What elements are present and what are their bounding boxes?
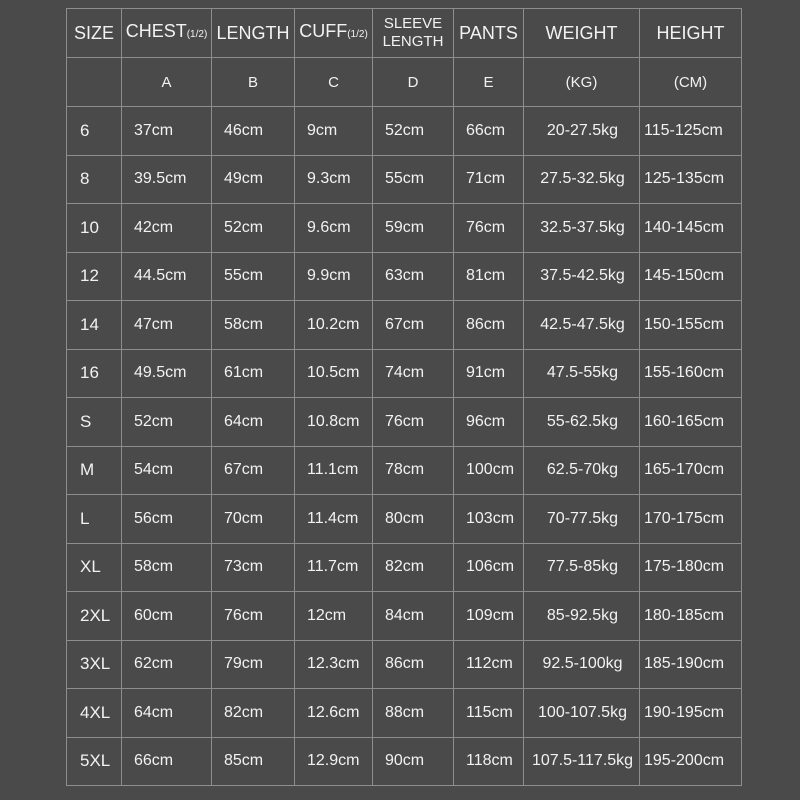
cell-chest: 49.5cm <box>122 349 212 398</box>
header-length: LENGTH <box>212 9 295 58</box>
cell-chest: 42cm <box>122 204 212 253</box>
cell-cuff: 11.4cm <box>295 495 373 544</box>
cell-weight: 55-62.5kg <box>524 398 640 447</box>
size-chart <box>66 8 741 792</box>
cell-size: 8 <box>67 155 122 204</box>
cell-size: 3XL <box>67 640 122 689</box>
cell-weight: 27.5-32.5kg <box>524 155 640 204</box>
cell-cuff: 9.3cm <box>295 155 373 204</box>
header-cuff-sub: (1/2) <box>347 29 368 40</box>
cell-cuff: 12.3cm <box>295 640 373 689</box>
table-row <box>67 252 742 301</box>
cell-sleeve-length: 84cm <box>373 592 454 641</box>
table-row <box>67 349 742 398</box>
letter-sleeve: D <box>373 58 454 107</box>
table-row <box>67 446 742 495</box>
cell-height: 165-170cm <box>640 446 742 495</box>
cell-height: 145-150cm <box>640 252 742 301</box>
cell-cuff: 12.6cm <box>295 689 373 738</box>
letter-row <box>67 58 742 107</box>
cell-chest: 47cm <box>122 301 212 350</box>
cell-length: 49cm <box>212 155 295 204</box>
table-row <box>67 543 742 592</box>
cell-chest: 56cm <box>122 495 212 544</box>
cell-cuff: 10.5cm <box>295 349 373 398</box>
cell-pants: 66cm <box>454 107 524 156</box>
cell-pants: 91cm <box>454 349 524 398</box>
cell-chest: 60cm <box>122 592 212 641</box>
table-row <box>67 640 742 689</box>
cell-length: 52cm <box>212 204 295 253</box>
cell-cuff: 9cm <box>295 107 373 156</box>
cell-pants: 109cm <box>454 592 524 641</box>
cell-sleeve-length: 55cm <box>373 155 454 204</box>
cell-height: 155-160cm <box>640 349 742 398</box>
cell-size: M <box>67 446 122 495</box>
cell-size: S <box>67 398 122 447</box>
table-row <box>67 495 742 544</box>
cell-weight: 100-107.5kg <box>524 689 640 738</box>
cell-cuff: 10.2cm <box>295 301 373 350</box>
cell-height: 150-155cm <box>640 301 742 350</box>
cell-weight: 70-77.5kg <box>524 495 640 544</box>
letter-cuff: C <box>295 58 373 107</box>
table-row <box>67 689 742 738</box>
cell-pants: 86cm <box>454 301 524 350</box>
cell-pants: 81cm <box>454 252 524 301</box>
cell-height: 160-165cm <box>640 398 742 447</box>
cell-cuff: 11.7cm <box>295 543 373 592</box>
cell-height: 175-180cm <box>640 543 742 592</box>
letter-chest: A <box>122 58 212 107</box>
cell-weight: 32.5-37.5kg <box>524 204 640 253</box>
cell-pants: 96cm <box>454 398 524 447</box>
cell-pants: 112cm <box>454 640 524 689</box>
cell-pants: 71cm <box>454 155 524 204</box>
cell-sleeve-length: 59cm <box>373 204 454 253</box>
cell-length: 73cm <box>212 543 295 592</box>
cell-pants: 118cm <box>454 737 524 786</box>
table-row <box>67 107 742 156</box>
size-rows <box>67 107 742 786</box>
cell-length: 67cm <box>212 446 295 495</box>
cell-size: 2XL <box>67 592 122 641</box>
header-weight: WEIGHT <box>524 9 640 58</box>
cell-size: 10 <box>67 204 122 253</box>
cell-pants: 103cm <box>454 495 524 544</box>
cell-length: 79cm <box>212 640 295 689</box>
cell-size: 5XL <box>67 737 122 786</box>
letter-length: B <box>212 58 295 107</box>
cell-height: 180-185cm <box>640 592 742 641</box>
cell-chest: 54cm <box>122 446 212 495</box>
cell-height: 195-200cm <box>640 737 742 786</box>
cell-length: 55cm <box>212 252 295 301</box>
cell-cuff: 12.9cm <box>295 737 373 786</box>
cell-height: 170-175cm <box>640 495 742 544</box>
table-row <box>67 737 742 786</box>
header-chest: CHEST(1/2) <box>122 9 212 58</box>
cell-weight: 107.5-117.5kg <box>524 737 640 786</box>
cell-weight: 47.5-55kg <box>524 349 640 398</box>
cell-length: 58cm <box>212 301 295 350</box>
cell-chest: 62cm <box>122 640 212 689</box>
cell-length: 85cm <box>212 737 295 786</box>
cell-sleeve-length: 88cm <box>373 689 454 738</box>
cell-cuff: 11.1cm <box>295 446 373 495</box>
unit-height: (CM) <box>640 58 742 107</box>
cell-length: 76cm <box>212 592 295 641</box>
cell-length: 61cm <box>212 349 295 398</box>
cell-sleeve-length: 52cm <box>373 107 454 156</box>
letter-size <box>67 58 122 107</box>
cell-chest: 39.5cm <box>122 155 212 204</box>
header-chest-sub: (1/2) <box>186 29 208 40</box>
header-height: HEIGHT <box>640 9 742 58</box>
table-row <box>67 398 742 447</box>
cell-size: 6 <box>67 107 122 156</box>
table-row <box>67 592 742 641</box>
cell-pants: 115cm <box>454 689 524 738</box>
cell-chest: 58cm <box>122 543 212 592</box>
header-pants: PANTS <box>454 9 524 58</box>
cell-height: 125-135cm <box>640 155 742 204</box>
cell-sleeve-length: 63cm <box>373 252 454 301</box>
table-row <box>67 204 742 253</box>
size-table <box>66 8 742 786</box>
cell-size: 16 <box>67 349 122 398</box>
cell-sleeve-length: 76cm <box>373 398 454 447</box>
cell-length: 64cm <box>212 398 295 447</box>
cell-length: 82cm <box>212 689 295 738</box>
header-cuff: CUFF(1/2) <box>295 9 373 58</box>
cell-sleeve-length: 82cm <box>373 543 454 592</box>
cell-pants: 76cm <box>454 204 524 253</box>
cell-sleeve-length: 86cm <box>373 640 454 689</box>
header-row <box>67 9 742 58</box>
cell-pants: 106cm <box>454 543 524 592</box>
cell-chest: 44.5cm <box>122 252 212 301</box>
cell-weight: 85-92.5kg <box>524 592 640 641</box>
header-sleeve-length: SLEEVE LENGTH <box>373 9 454 58</box>
cell-sleeve-length: 80cm <box>373 495 454 544</box>
cell-weight: 92.5-100kg <box>524 640 640 689</box>
cell-pants: 100cm <box>454 446 524 495</box>
cell-weight: 62.5-70kg <box>524 446 640 495</box>
cell-length: 46cm <box>212 107 295 156</box>
letter-pants: E <box>454 58 524 107</box>
cell-height: 185-190cm <box>640 640 742 689</box>
cell-weight: 20-27.5kg <box>524 107 640 156</box>
cell-sleeve-length: 74cm <box>373 349 454 398</box>
cell-size: 4XL <box>67 689 122 738</box>
cell-size: L <box>67 495 122 544</box>
cell-sleeve-length: 67cm <box>373 301 454 350</box>
cell-sleeve-length: 90cm <box>373 737 454 786</box>
cell-chest: 64cm <box>122 689 212 738</box>
header-size: SIZE <box>67 9 122 58</box>
cell-height: 140-145cm <box>640 204 742 253</box>
cell-length: 70cm <box>212 495 295 544</box>
cell-weight: 37.5-42.5kg <box>524 252 640 301</box>
cell-height: 190-195cm <box>640 689 742 738</box>
cell-cuff: 10.8cm <box>295 398 373 447</box>
table-row <box>67 155 742 204</box>
cell-chest: 66cm <box>122 737 212 786</box>
cell-chest: 37cm <box>122 107 212 156</box>
cell-cuff: 9.6cm <box>295 204 373 253</box>
cell-size: 12 <box>67 252 122 301</box>
cell-height: 115-125cm <box>640 107 742 156</box>
cell-chest: 52cm <box>122 398 212 447</box>
cell-size: XL <box>67 543 122 592</box>
table-row <box>67 301 742 350</box>
cell-weight: 77.5-85kg <box>524 543 640 592</box>
cell-size: 14 <box>67 301 122 350</box>
cell-sleeve-length: 78cm <box>373 446 454 495</box>
cell-weight: 42.5-47.5kg <box>524 301 640 350</box>
cell-cuff: 12cm <box>295 592 373 641</box>
unit-weight: (KG) <box>524 58 640 107</box>
cell-cuff: 9.9cm <box>295 252 373 301</box>
